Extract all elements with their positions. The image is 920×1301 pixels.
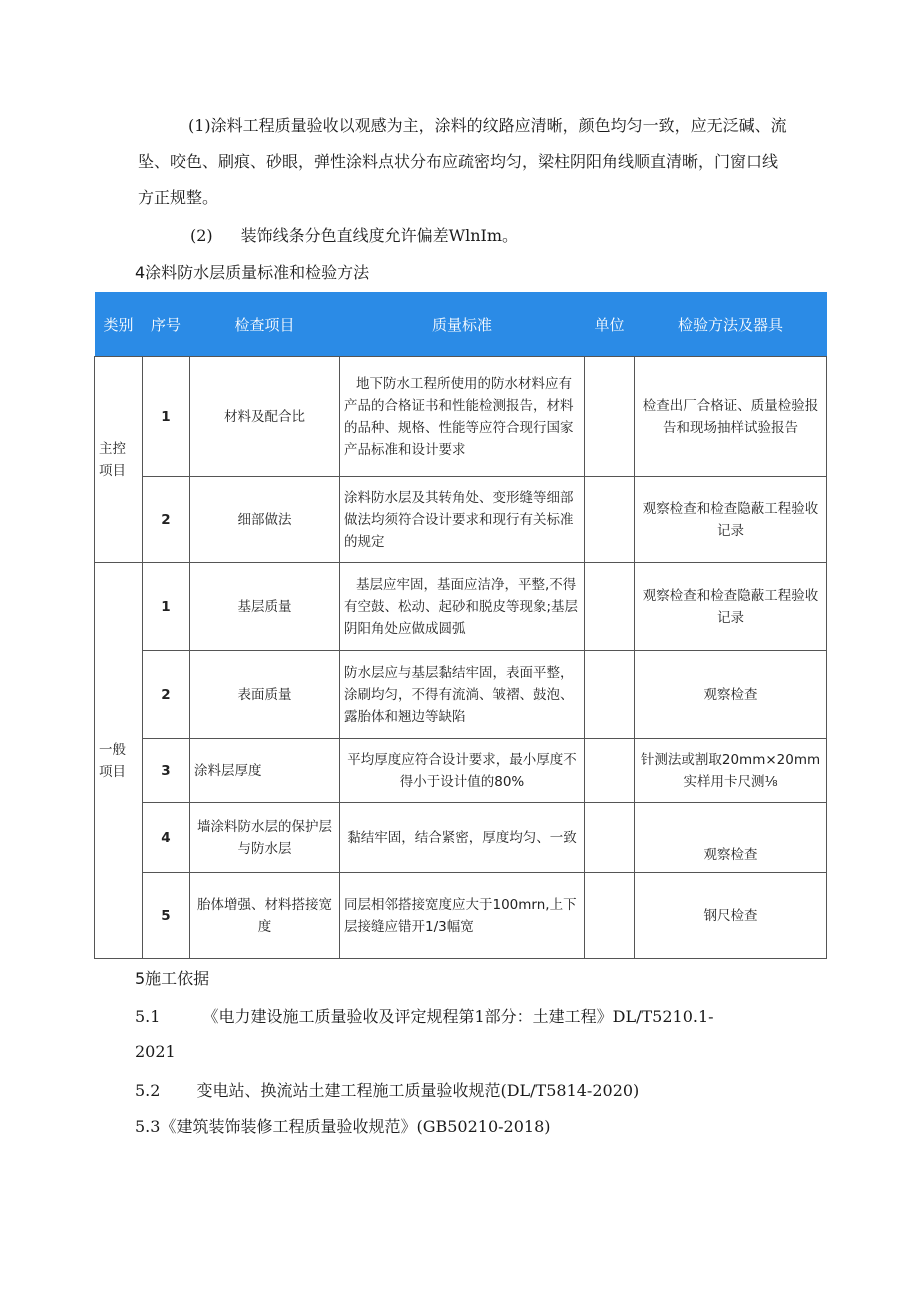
row-unit [585,803,635,873]
header-category: 类别 [95,292,143,357]
row-number: 5 [143,873,190,959]
table-row [95,477,827,563]
row-number: 2 [143,651,190,739]
section-4-title: 4涂料防水层质量标准和检验方法 [135,263,370,282]
table-header-row [95,292,827,357]
row-number: 2 [143,477,190,563]
header-standard: 质量标准 [340,292,585,357]
row-unit [585,563,635,651]
row-unit [585,651,635,739]
row-item: 细部做法 [190,477,340,563]
paragraph-1 [138,108,810,216]
row-method: 钢尺检查 [635,873,827,959]
row-standard: 黏结牢固，结合紧密，厚度均匀、一致 [340,803,585,873]
reference-5-1-number: 5.1 [135,1007,161,1026]
row-method: 观察检查和检查隐蔽工程验收记录 [635,477,827,563]
paragraph-1-line-2: 坠、咬色、刷痕、砂眼，弹性涂料点状分布应疏密均匀，梁柱阴阳角线顺直清晰，门窗口线 [138,152,779,171]
paragraph-2-number: (2) [190,226,213,245]
row-item: 墙涂料防水层的保护层与防水层 [190,803,340,873]
table-row [95,357,827,477]
category-main-control: 主控项目 [95,357,143,563]
row-standard: 地下防水工程所使用的防水材料应有产品的合格证书和性能检测报告，材料的品种、规格、性能等应符合现行国家产品标准和设计要求 [340,357,585,477]
quality-standard-table [94,292,827,959]
row-method: 观察检查 [635,803,827,873]
row-number: 4 [143,803,190,873]
row-unit [585,477,635,563]
row-item: 胎体增强、材料搭接宽度 [190,873,340,959]
reference-5-1 [135,1004,714,1027]
table-row [95,873,827,959]
row-item: 表面质量 [190,651,340,739]
row-item: 材料及配合比 [190,357,340,477]
row-standard: 基层应牢固，基面应洁净，平整,不得有空鼓、松动、起砂和脱皮等现象;基层阴阳角处应做成圆弧 [340,563,585,651]
header-item: 检查项目 [190,292,340,357]
header-number: 序号 [143,292,190,357]
table-row [95,563,827,651]
row-method: 观察检查和检查隐蔽工程验收记录 [635,563,827,651]
row-item: 涂料层厚度 [190,739,340,803]
row-number: 1 [143,357,190,477]
row-standard: 防水层应与基层黏结牢固，表面平整，涂刷均匀，不得有流淌、皱褶、鼓泡、露胎体和翘边等缺陷 [340,651,585,739]
row-standard: 同层相邻搭接宽度应大于100mrn,上下层接缝应错开1/3幅宽 [340,873,585,959]
reference-5-2 [135,1078,639,1101]
row-unit [585,873,635,959]
section-5-title: 5施工依据 [135,969,210,988]
row-standard: 平均厚度应符合设计要求，最小厚度不得小于设计值的80% [340,739,585,803]
table-row [95,739,827,803]
row-method: 检查出厂合格证、质量检验报告和现场抽样试验报告 [635,357,827,477]
paragraph-2 [190,218,518,254]
row-unit [585,357,635,477]
row-number: 3 [143,739,190,803]
header-method: 检验方法及器具 [635,292,827,357]
reference-5-2-number: 5.2 [135,1081,161,1100]
reference-5-2-text: 变电站、换流站土建工程施工质量验收规范(DL/T5814-2020) [196,1081,640,1100]
paragraph-1-line-1: (1)涂料工程质量验收以观感为主，涂料的纹路应清晰，颜色均匀一致，应无泛碱、流 [188,116,787,135]
row-unit [585,739,635,803]
category-general: 一般项目 [95,563,143,959]
reference-5-1-continued: 2021 [135,1042,176,1061]
table-row [95,651,827,739]
reference-5-3: 5.3《建筑装饰装修工程质量验收规范》(GB50210-2018) [135,1117,551,1136]
row-item: 基层质量 [190,563,340,651]
paragraph-2-text: 装饰线条分色直线度允许偏差WlnIm。 [240,226,519,245]
table-row [95,803,827,873]
row-method: 观察检查 [635,651,827,739]
row-method: 针测法或割取20mm×20mm实样用卡尺测⅛ [635,739,827,803]
header-unit: 单位 [585,292,635,357]
row-standard: 涂料防水层及其转角处、变形缝等细部做法均须符合设计要求和现行有关标准的规定 [340,477,585,563]
row-number: 1 [143,563,190,651]
reference-5-1-text: 《电力建设施工质量验收及评定规程第1部分：土建工程》DL/T5210.1- [202,1007,714,1026]
paragraph-1-line-3: 方正规整。 [138,188,219,207]
